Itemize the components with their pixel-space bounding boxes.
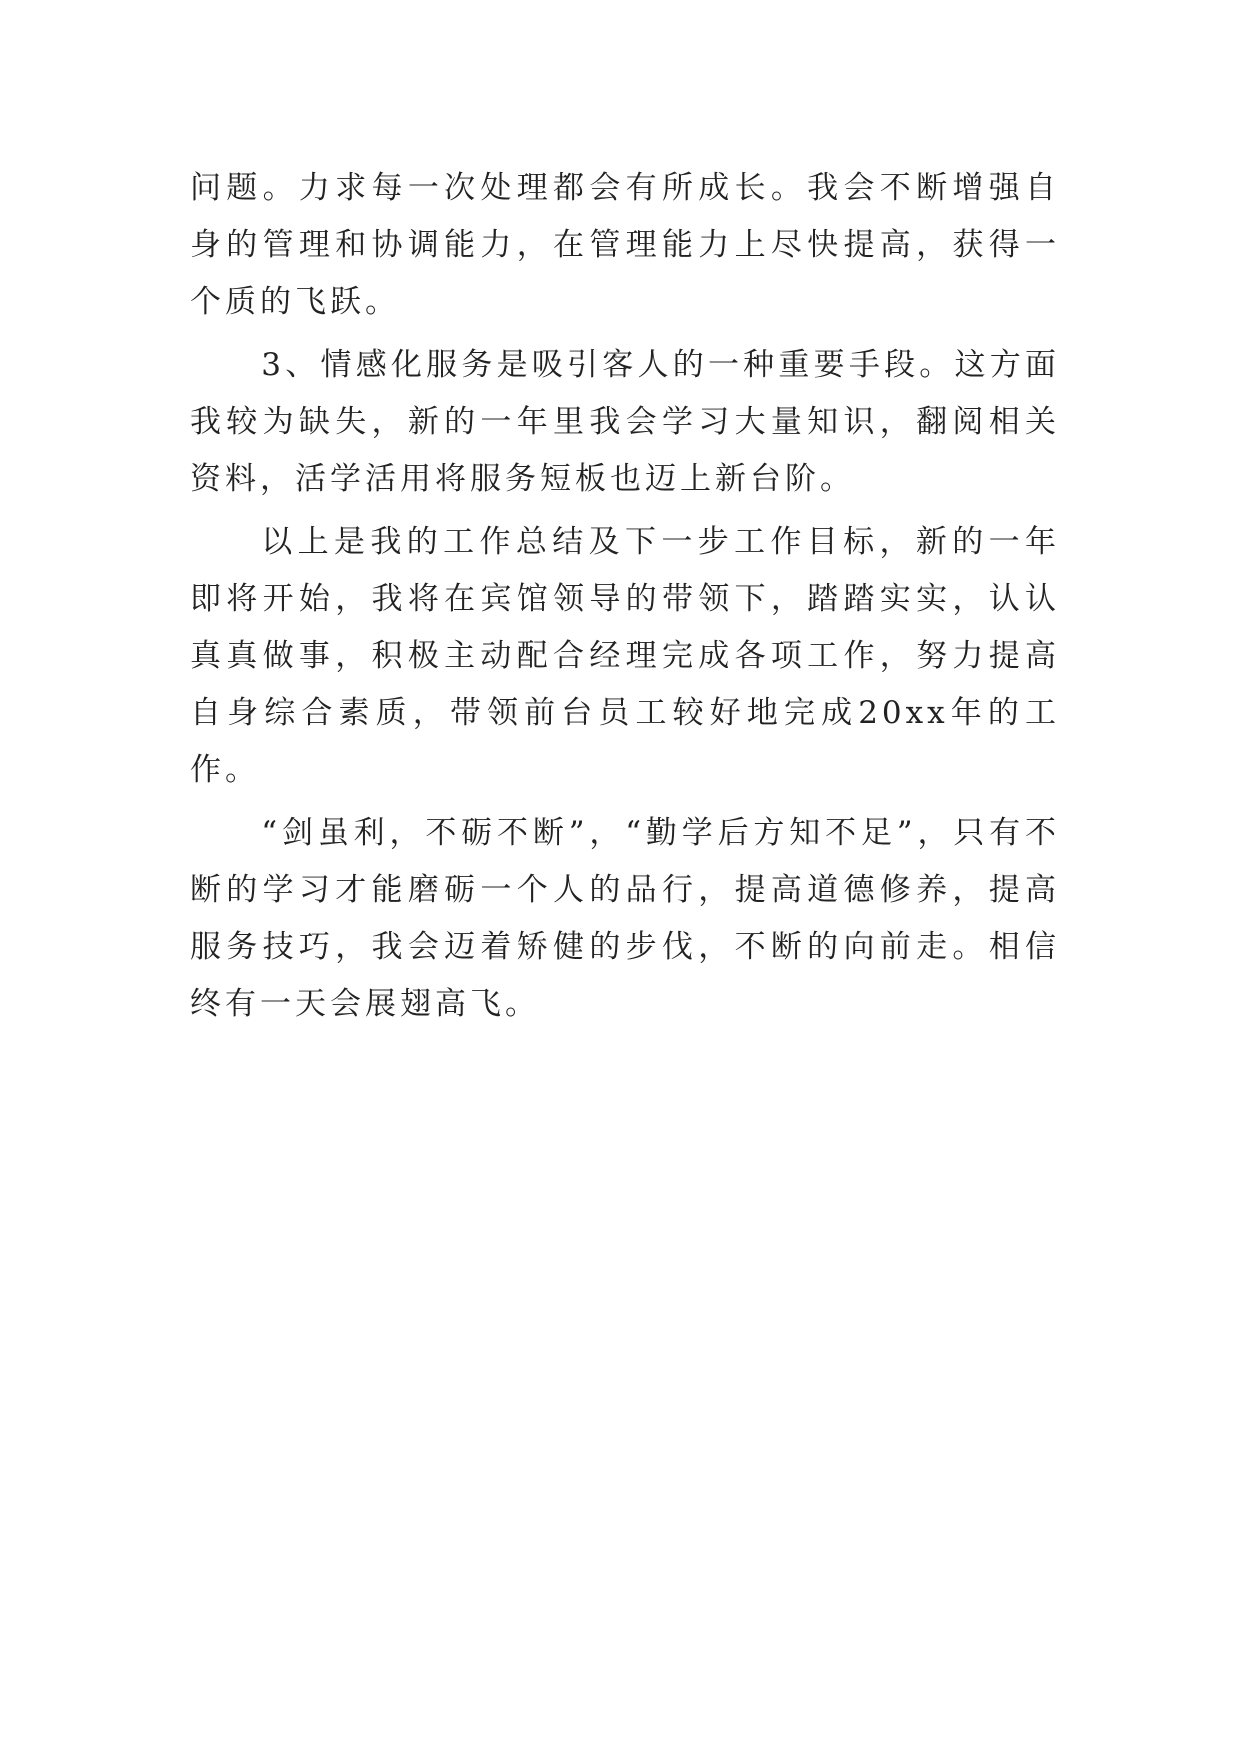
paragraph-closing-quote: “剑虽利，不砺不断”，“勤学后方知不足”，只有不断的学习才能磨砺一个人的品行，提高道德修养，提高服务技巧，我会迈着矫健的步伐，不断的向前走。相信终有一天会展翅高飞。 [190, 815, 1060, 1022]
paragraph-summary-goals: 以上是我的工作总结及下一步工作目标，新的一年即将开始，我将在宾馆领导的带领下，踏踏实实，认认真真做事，积极主动配合经理完成各项工作，努力提高自身综合素质，带领前台员工较好地完成20xx年的工作。 [190, 524, 1060, 788]
document-body [190, 160, 1060, 1039]
paragraph-continuation: 问题。力求每一次处理都会有所成长。我会不断增强自身的管理和协调能力，在管理能力上尽快提高，获得一个质的飞跃。 [190, 170, 1060, 320]
paragraph-emotional-service: 3、情感化服务是吸引客人的一种重要手段。这方面我较为缺失，新的一年里我会学习大量知识，翻阅相关资料，活学活用将服务短板也迈上新台阶。 [190, 347, 1060, 497]
